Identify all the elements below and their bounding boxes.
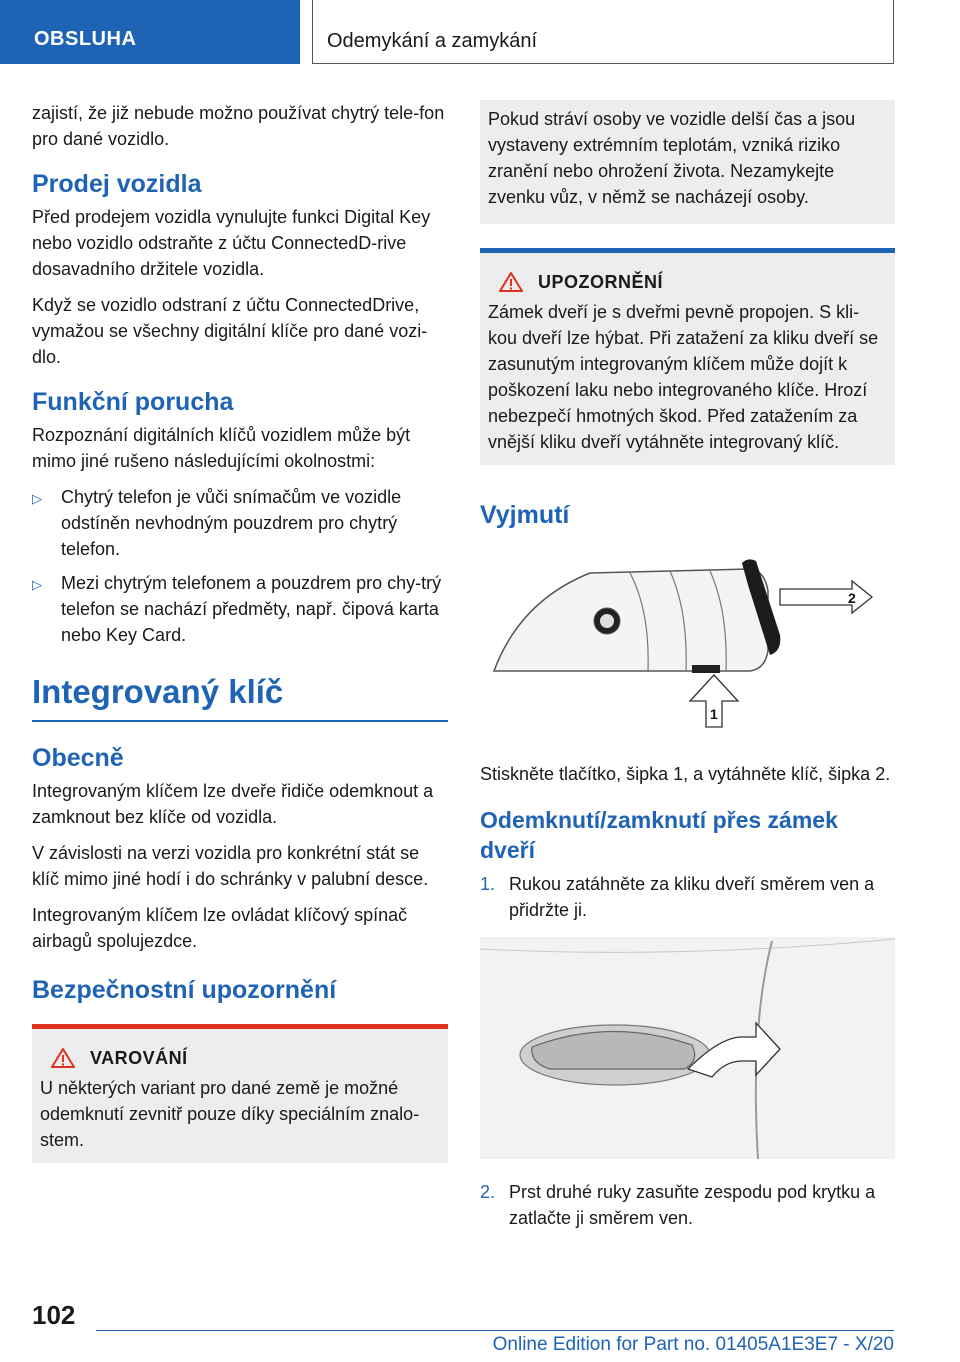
right-column [480, 100, 895, 1241]
list-item [480, 871, 895, 923]
header-box [312, 0, 894, 64]
triangle-bullet-icon: ▷ [32, 491, 42, 506]
arrow-2-label: 2 [848, 590, 856, 606]
removal-heading: Vyjmutí [480, 501, 570, 529]
door-handle-figure [480, 937, 895, 1159]
step-text: Prst druhé ruky zasuňte zespodu pod krytku a zatlačte ji směrem ven. [509, 1182, 876, 1228]
sale-paragraph-2: Když se vozidlo odstraní z účtu ConnectedDrive, vymažou se všechny digitální klíče pro dané vozi-dlo. [32, 295, 428, 367]
page-header-title: Odemykání a zamykání [327, 30, 538, 52]
warning-box [32, 1024, 448, 1163]
footer-divider [96, 1330, 894, 1331]
warning-triangle-icon [498, 271, 524, 293]
list-item-text: Chytrý telefon je vůči snímačům ve vozidle odstíněn nevhodným pouzdrem pro chytrý telefon. [61, 487, 402, 559]
left-column [32, 100, 448, 1163]
notice-box [480, 248, 895, 465]
intro-paragraph: zajistí, že již nebude možno používat chytrý tele-fon pro dané vozidlo. [32, 103, 445, 149]
safety-heading: Bezpečnostní upozornění [32, 976, 337, 1004]
step-number: 2. [480, 1182, 496, 1202]
list-item [32, 484, 448, 562]
door-lock-heading: Odemknutí/zamknutí přes zámek dveří [480, 807, 838, 863]
integrated-key-heading: Integrovaný klíč [32, 672, 448, 722]
page-number: 102 [32, 1300, 76, 1330]
sale-heading: Prodej vozidla [32, 170, 202, 198]
warning-continuation-box [480, 100, 895, 224]
warning-title: VAROVÁNÍ [90, 1047, 188, 1068]
general-paragraph-3: Integrovaným klíčem lze ovládat klíčový spínač airbagů spolujezdce. [32, 905, 408, 951]
section-label: OBSLUHA [34, 28, 137, 50]
warning-triangle-icon [50, 1047, 76, 1069]
fault-paragraph: Rozpoznání digitálních klíčů vozidlem může být mimo jiné rušeno následujícími okolnostmi: [32, 425, 411, 471]
footer-edition: Online Edition for Part no. 01405A1E3E7 - X/20 [492, 1334, 894, 1355]
step-number: 1. [480, 874, 496, 894]
warning-continuation-text: Pokud stráví osoby ve vozidle delší čas a jsou vystaveny extrémním teplotám, vzniká riziko zranění nebo ohrožení života. Nezamykejte zvenku vůz, v němž se nacházejí osoby. [488, 109, 856, 207]
general-paragraph-1: Integrovaným klíčem lze dveře řidiče odemknout a zamknout bez klíče od vozidla. [32, 781, 434, 827]
list-item [480, 1179, 895, 1231]
notice-title: UPOZORNĚNÍ [538, 271, 664, 292]
general-paragraph-2: V závislosti na verzi vozidla pro konkrétní stát se klíč mimo jiné hodí i do schránky v palubní desce. [32, 843, 429, 889]
warning-text: U některých variant pro dané země je možné odemknutí zevnitř pouze díky speciálním znalo-stem. [40, 1078, 420, 1150]
steps-list-2 [480, 1179, 895, 1231]
key-removal-figure [480, 551, 895, 731]
removal-paragraph: Stiskněte tlačítko, šipka 1, a vytáhněte klíč, šipka 2. [480, 764, 891, 784]
section-tab [0, 0, 300, 64]
triangle-bullet-icon: ▷ [32, 577, 42, 592]
arrow-1-label: 1 [710, 706, 718, 722]
fault-list [32, 484, 448, 648]
steps-list-1 [480, 871, 895, 923]
fault-heading: Funkční porucha [32, 388, 234, 416]
sale-paragraph-1: Před prodejem vozidla vynulujte funkci Digital Key nebo vozidlo odstraňte z účtu ConnectedD-rive dosavadního držitele vozidla. [32, 207, 431, 279]
step-text: Rukou zatáhněte za kliku dveří směrem ven a přidržte ji. [509, 874, 875, 920]
list-item-text: Mezi chytrým telefonem a pouzdrem pro chy-trý telefon se nachází předměty, např. čipová karta nebo Key Card. [61, 573, 442, 645]
list-item [32, 570, 448, 648]
general-heading: Obecně [32, 744, 124, 772]
notice-text: Zámek dveří je s dveřmi pevně propojen. S kli-kou dveří lze hýbat. Při zatažení za kliku dveří se zasunutým integrovaným klíčem může dojít k poškození laku nebo integrovaného klíče. Hrozí nebezpečí hmotných škod. Před zatažením za vnější kliku dveří vytáhněte integrovaný klíč. [488, 302, 879, 452]
